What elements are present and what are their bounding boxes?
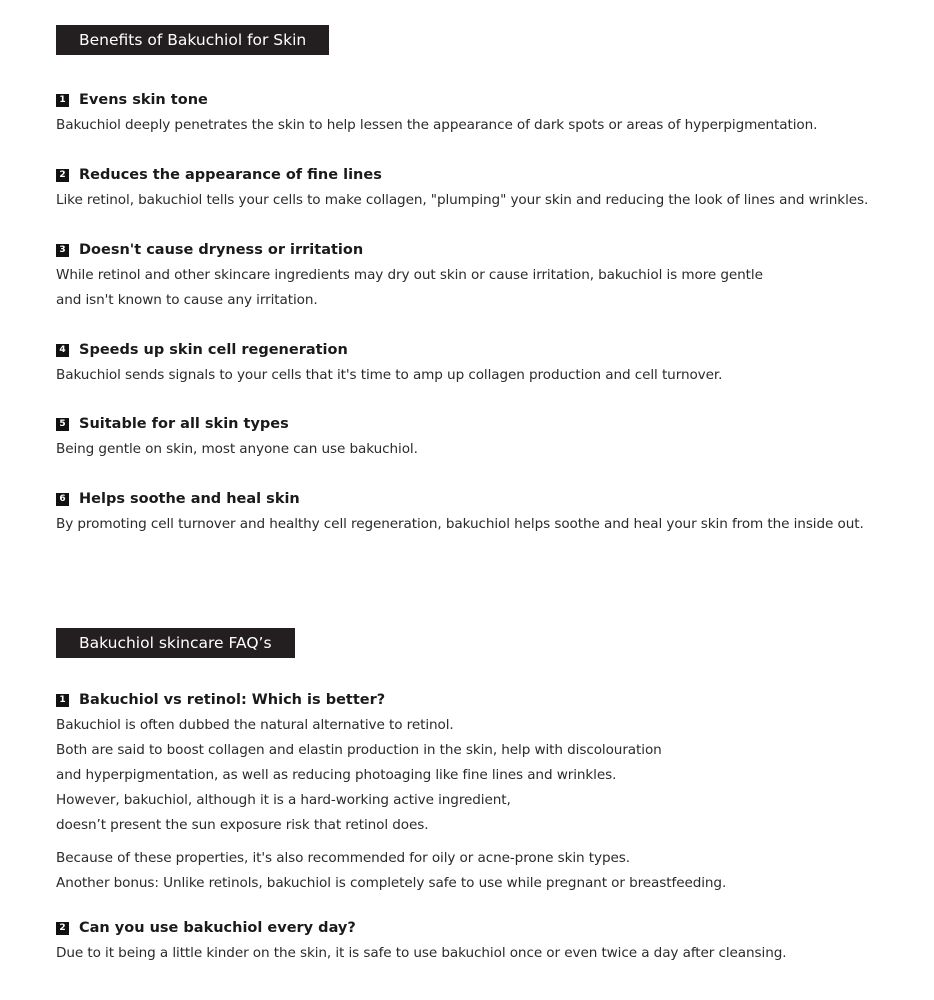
benefit-text: Bakuchiol sends signals to your cells that it's time to amp up collagen production and cell turnover.	[56, 367, 723, 383]
faq-answer-text: Another bonus: Unlike retinols, bakuchiol is completely safe to use while pregnant or breastfeeding.	[56, 875, 727, 891]
number-badge-icon: 3	[56, 244, 69, 257]
benefit-text: Bakuchiol deeply penetrates the skin to help lessen the appearance of dark spots or areas of hyperpigmentation.	[56, 117, 818, 133]
benefit-heading: Helps soothe and heal skin	[79, 491, 300, 507]
number-badge-icon: 4	[56, 344, 69, 357]
faq-answer-text: However, bakuchiol, although it is a hard-working active ingredient,	[56, 792, 511, 808]
number-badge-icon: 6	[56, 493, 69, 506]
benefit-item	[56, 163, 914, 213]
benefit-text: and isn't known to cause any irritation.	[56, 292, 318, 308]
number-badge-icon: 5	[56, 418, 69, 431]
benefit-heading: Speeds up skin cell regeneration	[79, 342, 348, 358]
benefit-item	[56, 338, 914, 388]
number-badge-icon: 2	[56, 169, 69, 182]
number-badge-icon: 1	[56, 94, 69, 107]
faq-question: Bakuchiol vs retinol: Which is better?	[79, 692, 386, 708]
benefit-item	[56, 238, 914, 313]
faq-item	[56, 916, 914, 966]
benefit-item	[56, 487, 914, 537]
faq-question: Can you use bakuchiol every day?	[79, 920, 356, 936]
faq-answer-text: doesn’t present the sun exposure risk that retinol does.	[56, 817, 429, 833]
benefit-item	[56, 88, 914, 138]
number-badge-icon: 1	[56, 694, 69, 707]
faq-answer-text: Because of these properties, it's also recommended for oily or acne-prone skin types.	[56, 850, 630, 866]
benefit-text: Like retinol, bakuchiol tells your cells to make collagen, "plumping" your skin and reducing the look of lines and wrinkles.	[56, 192, 869, 208]
faq-answer-text: Both are said to boost collagen and elastin production in the skin, help with discolouration	[56, 742, 662, 758]
benefit-heading: Doesn't cause dryness or irritation	[79, 242, 364, 258]
benefit-text: While retinol and other skincare ingredients may dry out skin or cause irritation, bakuchiol is more gentle	[56, 267, 763, 283]
benefits-section-title: Benefits of Bakuchiol for Skin	[56, 25, 329, 55]
faq-item	[56, 688, 914, 896]
faq-section-title: Bakuchiol skincare FAQ’s	[56, 628, 295, 658]
number-badge-icon: 2	[56, 922, 69, 935]
benefit-text: By promoting cell turnover and healthy cell regeneration, bakuchiol helps soothe and heal your skin from the inside out.	[56, 516, 864, 532]
benefit-text: Being gentle on skin, most anyone can use bakuchiol.	[56, 441, 418, 457]
benefit-item	[56, 412, 914, 462]
benefit-heading: Evens skin tone	[79, 92, 208, 108]
benefit-heading: Reduces the appearance of fine lines	[79, 167, 382, 183]
benefit-heading: Suitable for all skin types	[79, 416, 289, 432]
faq-answer-text: Bakuchiol is often dubbed the natural alternative to retinol.	[56, 717, 454, 733]
faq-answer-text: Due to it being a little kinder on the skin, it is safe to use bakuchiol once or even twice a day after cleansing.	[56, 945, 787, 961]
faq-answer-text: and hyperpigmentation, as well as reducing photoaging like fine lines and wrinkles.	[56, 767, 617, 783]
